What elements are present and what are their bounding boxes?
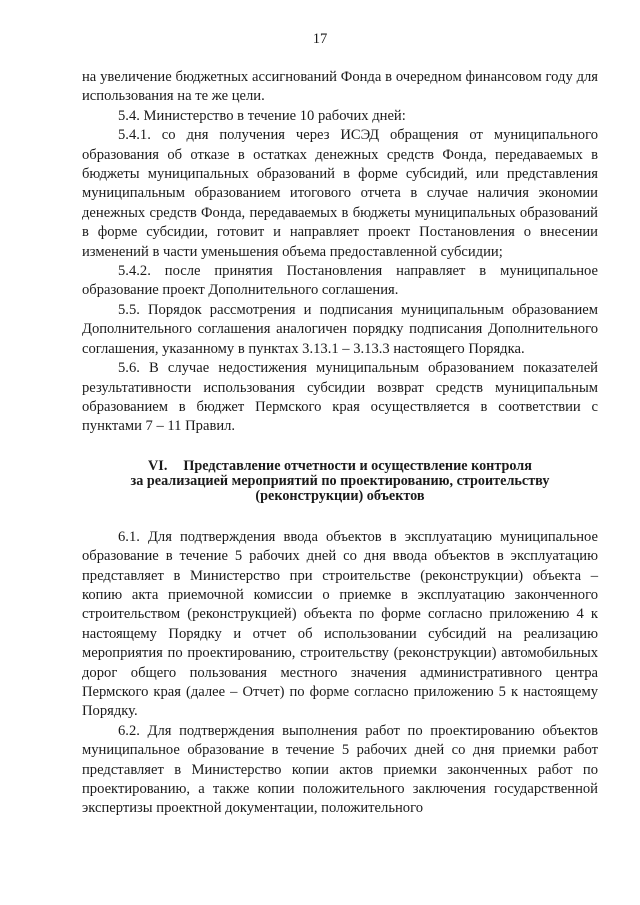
page-number: 17 bbox=[312, 31, 328, 47]
paragraph: 5.6. В случае недостижения муниципальным образованием показателей результативности использования субсидии возврат средств муниципальным образованием в бюджет Пермского края осуществляется в соответствии с пунктами 7 – 11 Правил. bbox=[82, 360, 598, 435]
paragraph: 6.2. Для подтверждения выполнения работ по проектированию объектов муниципальное образование в течение 5 рабочих дней со дня приемки работ представляет в Министерство копии актов приемки законченных работ по проектированию, а также копии положительного заключения государственной экспертизы проектной документации, положительного bbox=[82, 722, 598, 817]
paragraph: на увеличение бюджетных ассигнований Фонда в очередном финансовом году для использования на те же цели. bbox=[82, 69, 598, 105]
paragraph: 5.4.2. после принятия Постановления направляет в муниципальное образование проект Дополнительного соглашения. bbox=[82, 263, 598, 299]
paragraph: 5.4. Министерство в течение 10 рабочих дней: bbox=[118, 107, 406, 124]
document-body bbox=[82, 68, 598, 819]
section-title-line: Представление отчетности и осуществление контроля bbox=[183, 457, 532, 474]
section-heading bbox=[82, 459, 598, 504]
section-number: VI. bbox=[148, 457, 168, 474]
paragraph: 5.4.1. со дня получения через ИСЭД обращения от муниципального образования об отказе в остатках денежных средств Фонда, передаваемых в бюджеты муниципальных образований в форме субсидий, или представления муниципальным образованием итогового отчета в случае наличия экономии денежных средств Фонда, передаваемых в бюджеты муниципальных образований в форме субсидии, готовит и направляет проект Постановления о внесении изменений в части уменьшения объема предоставленной субсидии; bbox=[82, 127, 598, 260]
section-title-line: (реконструкции) объектов bbox=[255, 487, 425, 504]
section-title-line: за реализацией мероприятий по проектированию, строительству bbox=[130, 472, 550, 489]
paragraphs-before-heading bbox=[82, 68, 598, 437]
paragraphs-after-heading bbox=[82, 528, 598, 819]
paragraph: 5.5. Порядок рассмотрения и подписания муниципальным образованием Дополнительного соглашения аналогичен порядку подписания Дополнительного соглашения, указанному в пунктах 3.13.1 – 3.13.3 настоящего Порядка. bbox=[82, 301, 598, 357]
paragraph: 6.1. Для подтверждения ввода объектов в эксплуатацию муниципальное образование в течение 5 рабочих дней со дня ввода объектов в эксплуатацию представляет в Министерство при строительстве (реконструкции) объекта – копию акта приемочной комиссии о приемке в эксплуатацию законченного строительством (реконструкцией) объекта по форме согласно приложению 4 к настоящему Порядку и отчет об использовании субсидий на реализацию мероприятия по проектированию, строительству (реконструкции) автомобильных дорог общего пользования местного значения административного центра Пермского края (далее – Отчет) по форме согласно приложению 5 к настоящему Порядку. bbox=[82, 528, 598, 720]
